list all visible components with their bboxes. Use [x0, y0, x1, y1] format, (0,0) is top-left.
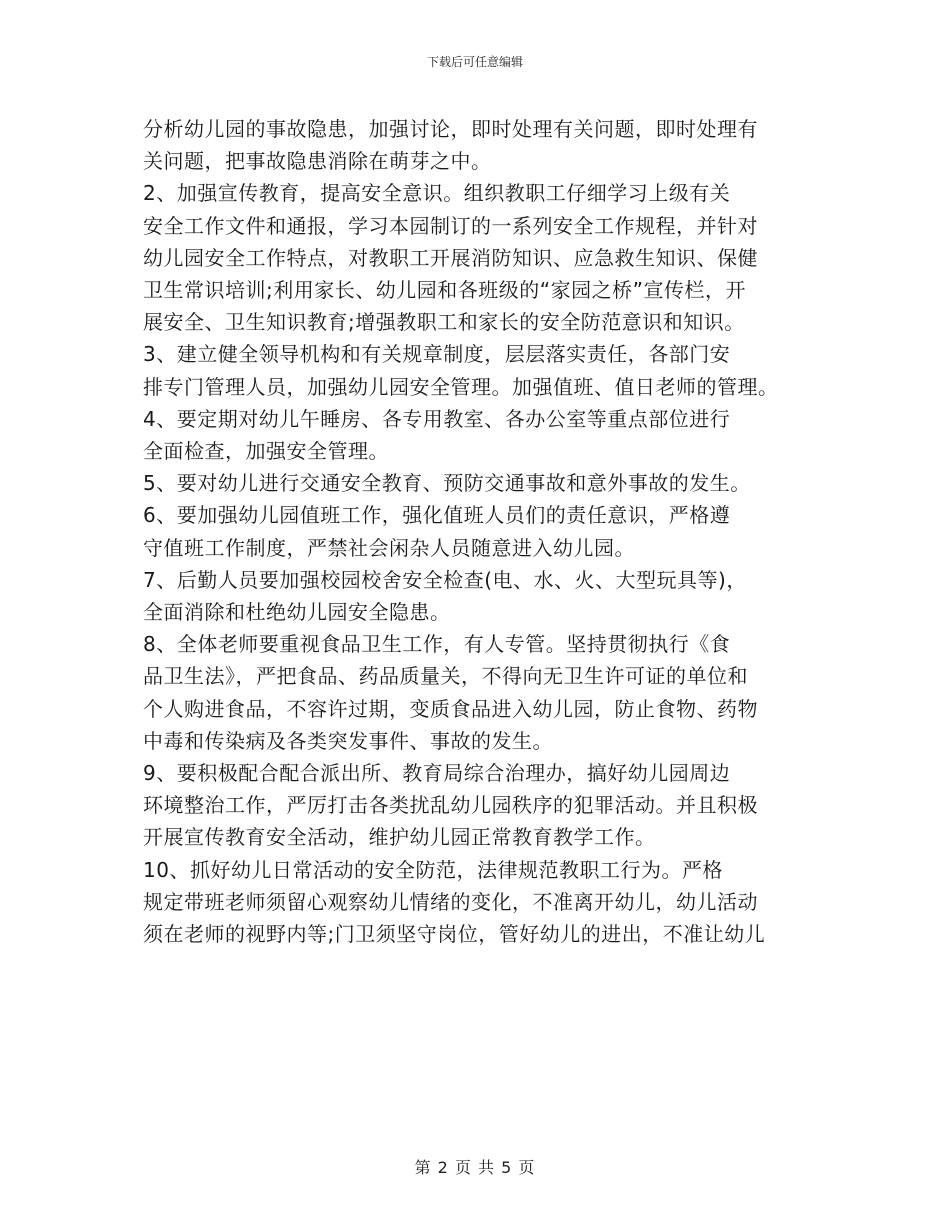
paragraph-10: 10、抓好幼儿日常活动的安全防范，法律规范教职工行为。严格 规定带班老师须留心观察幼儿情绪的变化，不准离开幼儿，幼儿活动 须在老师的视野内等;门卫须坚守岗位，管好幼儿的进出，不准让幼儿 [143, 857, 766, 947]
paragraph-9: 9、要积极配合配合派出所、教育局综合治理办，搞好幼儿园周边 环境整治工作，严厉打击各类扰乱幼儿园秩序的犯罪活动。并且积极 开展宣传教育安全活动，维护幼儿园正常教育教学工作。 [143, 761, 758, 850]
paragraph-1: 分析幼儿园的事故隐患，加强讨论，即时处理有关问题，即时处理有 关问题，把事故隐患消除在萌芽之中。 [143, 117, 758, 174]
paragraph-2: 2、加强宣传教育，提高安全意识。组织教职工仔细学习上级有关 安全工作文件和通报，学习本园制订的一系列安全工作规程，并针对 幼儿园安全工作特点，对教职工开展消防知识、应急救生知识、保健 卫生常识培训;利用家长、幼儿园和各班级的“家园之桥”宣传栏，开 展安全、卫生知识教育;增强教职工和家长的安全防范意识和知识。 [143, 181, 758, 335]
paragraph-4: 4、要定期对幼儿午睡房、各专用教室、各办公室等重点部位进行 全面检查，加强安全管理。 [143, 406, 731, 464]
paragraph-3: 3、建立健全领导机构和有关规章制度，层层落实责任，各部门安 排专门管理人员，加强幼儿园安全管理。加强值班、值日老师的管理。 [143, 342, 779, 399]
paragraph-8: 8、全体老师要重视食品卫生工作，有人专管。坚持贯彻执行《食 品卫生法》，严把食品、药品质量关，不得向无卫生许可证的单位和 个人购进食品，不容许过期，变质食品进入幼儿园，防止食物、药物 中毒和传染病及各类突发事件、事故的发生。 [143, 632, 758, 753]
paragraph-6: 6、要加强幼儿园值班工作，强化值班人员们的责任意识，严格遵 守值班工作制度，严禁社会闲杂人员随意进入幼儿园。 [143, 503, 731, 560]
document-body [143, 113, 823, 950]
paragraph-7: 7、后勤人员要加强校园校舍安全检查(电、水、火、大型玩具等)， 全面消除和杜绝幼儿园安全隐患。 [143, 567, 747, 625]
page-number-footer: 第 2 页 共 5 页 [414, 1158, 536, 1177]
page-header: 下载后可任意编辑 [426, 55, 523, 69]
paragraph-5: 5、要对幼儿进行交通安全教育、预防交通事故和意外事故的发生。 [143, 471, 751, 496]
